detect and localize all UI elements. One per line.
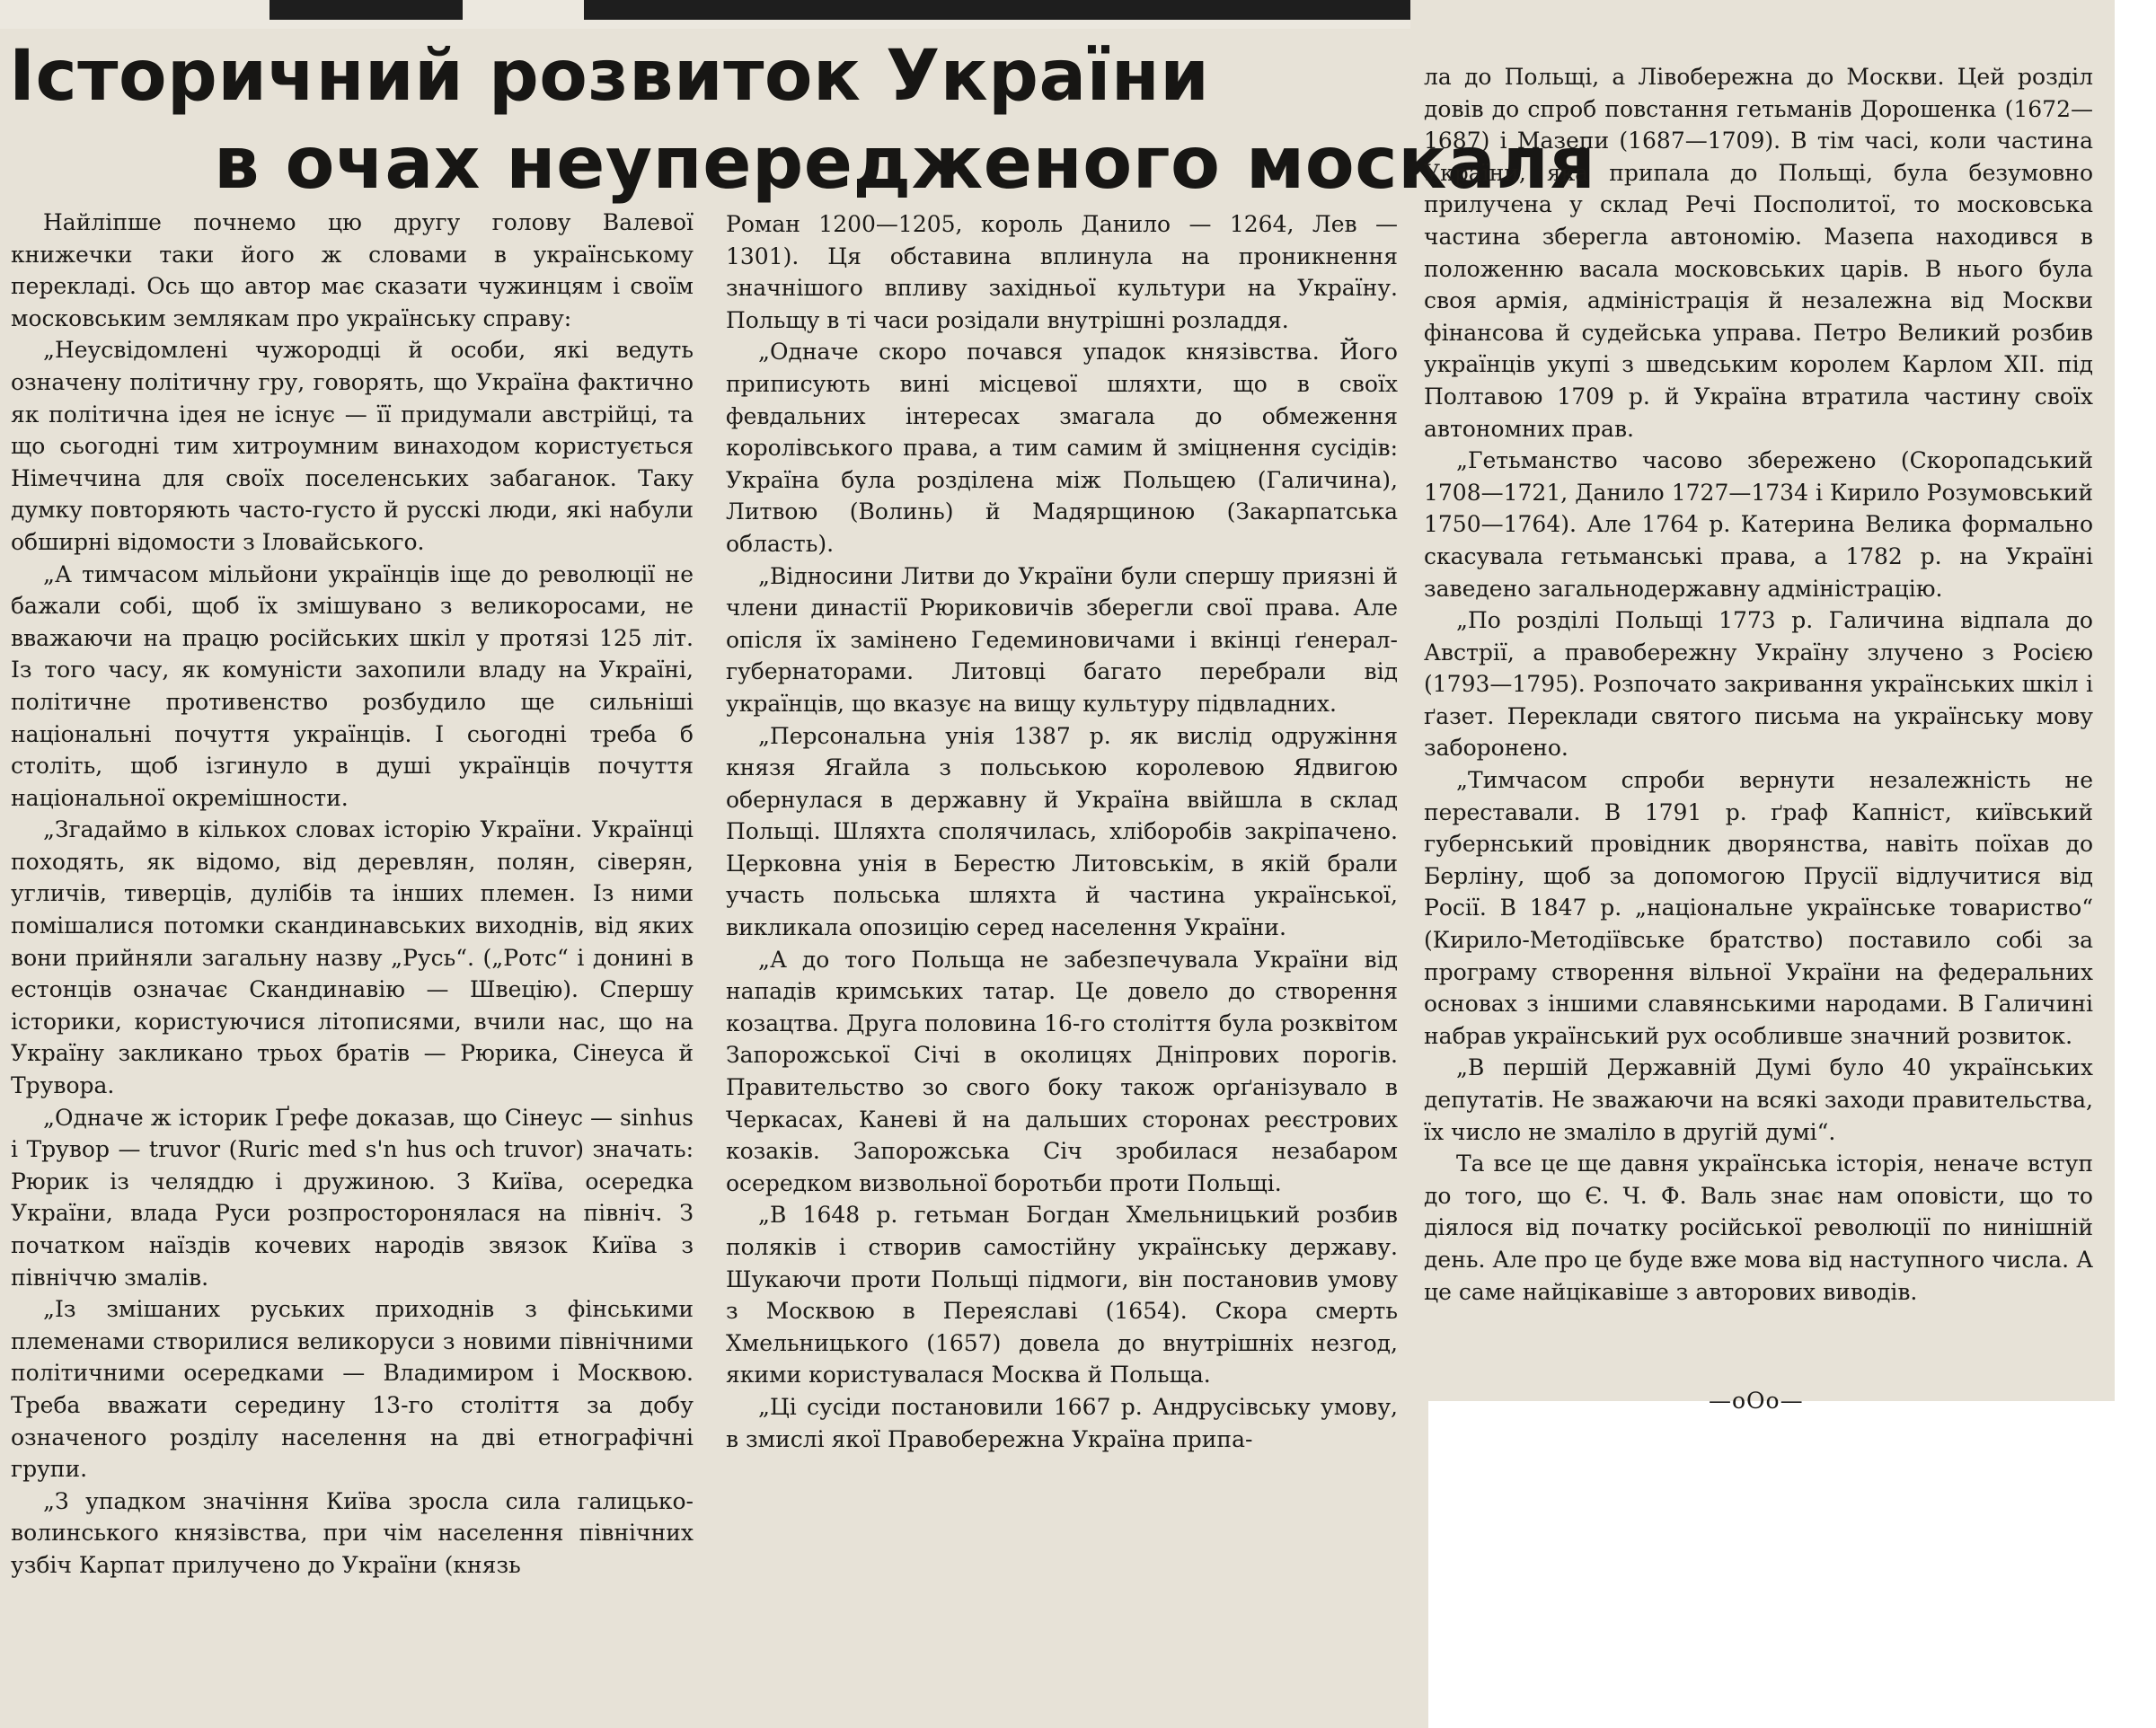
headline-line-1: Історичний розвиток України xyxy=(9,36,1210,117)
headline-line-2: в очах неупередженого москаля xyxy=(214,121,1596,205)
paragraph: „По розділі Польщі 1773 р. Галичина відпала до Австрії, а правобережну Україну злучено з Росією (1793—1795). Розпочато закривання українських шкіл і ґазет. Переклади святого письма на українську мову заборонено. xyxy=(1424,607,2093,762)
dark-strip xyxy=(270,0,463,20)
text-column-2 xyxy=(726,208,1398,1455)
paragraph: „Тимчасом спроби вернути незалежність не переставали. В 1791 р. ґраф Капніст, київський губернський провідник дворянства, навіть поїхав до Берліну, щоб за допомогою Прусії відлучитися від Росії. В 1847 р. „національне українське товариство“ (Кирило-Методіївське братство) поставило собі за програму створення вільної України на федеральних основах з іншими славянськими народами. В Галичині набрав український рух особливше значний розвиток. xyxy=(1424,767,2093,1049)
text-column-1 xyxy=(11,207,694,1582)
paragraph: „Відносини Литви до України були спершу приязні й члени династії Рюриковичів зберегли свої права. Але опісля їх замінено Гедеминовичами і вкінці ґенерал-губернаторами. Литовці багато перебрали від українців, що вказує на вищу культуру підвладних. xyxy=(726,562,1398,717)
end-mark: —оОо— xyxy=(1709,1388,1804,1414)
paragraph: „З упадком значіння Київа зросла сила галицько-волинського князівства, при чім населення північних узбіч Карпат прилучено до України (князь xyxy=(11,1487,694,1578)
paragraph: „Персональна унія 1387 р. як вислід одружіння князя Ягайла з польською королевою Ядвигою обернулася в державну й Україна ввійшла в склад Польщі. Шляхта сполячилась, хліборобів закріпачено. Церковна унія в Берестю Литовськім, в якій брали участь польська шляхта й частина української, викликала опозицію серед населення України. xyxy=(726,722,1398,941)
paragraph: „А тимчасом мільйони українців іще до революції не бажали собі, щоб їх змішувано з великоросами, не вважаючи на працю російських шкіл у протязі 125 літ. Із того часу, як комуністи захопили владу на Україні, політичне противенство розбудило ще сильніші національні почуття українців. І сьогодні треба б століть, щоб ізгинуло в душі українців почуття національної окремішности. xyxy=(11,560,694,811)
paragraph: „Ці сусіди постановили 1667 р. Андрусівську умову, в змислі якої Правобережна Україна припа- xyxy=(726,1393,1398,1452)
paragraph: ла до Польщі, а Лівобережна до Москви. Цей розділ довів до спроб повстання гетьманів Дорошенка (1672—1687) і Мазепи (1687—1709). В тім часі, коли частина України, яка припала до Польщі, була безумовно прилучена у склад Речі Посполитої, то московська частина зберегла автономію. Мазепа находився в положенню васала московських царів. В нього була своя армія, адміністрація й незалежна від Москви фінансова й судейська управа. Петро Великий розбив українців укупі з шведським королем Карлом XII. під Полтавою 1709 р. й Україна втратила частину своїх автономних прав. xyxy=(1424,64,2093,442)
previous-page-edge xyxy=(0,0,1410,29)
paragraph: Роман 1200—1205, король Данило — 1264, Лев — 1301). Ця обставина вплинула на проникнення значнішого впливу західньої культури на Україну. Польщу в ті часи розідали внутрішні розладдя. xyxy=(726,211,1398,333)
paragraph: „Неусвідомлені чужородці й особи, які ведуть означену політичну гру, говорять, що Україна фактично як політична ідея не існує — її придумали австрійці, та що сьогодні тим хитроумним винаходом користується Німеччина для своїх поселенських забаганок. Таку думку повторяють часто-густо й русскі люди, які набули обширні відомости з Іловайського. xyxy=(11,337,694,555)
dark-strip xyxy=(584,0,1410,20)
paragraph: „А до того Польща не забезпечувала України від нападів кримських татар. Це довело до створення козацтва. Друга половина 16-го століття була розквітом Запорожської Січі в околицях Дніпрових порогів. Правительство зо свого боку також орґанізувало в Черкасах, Каневі й на дальших сторонах реєстрових козаків. Запорожська Січ зробилася незабаром осередком визвольної боротьби проти Польщі. xyxy=(726,946,1398,1196)
text-column-3 xyxy=(1424,61,2093,1308)
paragraph: „В 1648 р. гетьман Богдан Хмельницький розбив поляків і створив самостійну українську державу. Шукаючи проти Польщі підмоги, він постановив умову з Москвою в Переяславі (1654). Скора смерть Хмельницького (1657) довела до внутрішніх незгод, якими користувалася Москва й Польща. xyxy=(726,1202,1398,1389)
paragraph: „Одначе ж історик Ґрефе доказав, що Сінеус — sinhus і Трувор — truvor (Ruric med s'n hus och truvor) значать: Рюрик із челяддю і дружиною. З Київа, осередка України, влада Руси розпросторонялася на північ. З початком наїздів кочевих народів звязок Київа з північчю змалів. xyxy=(11,1104,694,1291)
paragraph: „Із змішаних руських приходнів з фінськими племенами створилися великоруси з новими північними політичними осередками — Владимиром і Москвою. Треба вважати середину 13-го століття за добу означеного розділу населення на дві етнографічні групи. xyxy=(11,1296,694,1483)
paragraph: „Згадаймо в кількох словах історію України. Українці походять, як відомо, від деревлян, полян, сіверян, угличів, тиверців, дулібів та інших племен. Із ними помішалися потомки скандинавських виходнів, від яких вони прийняли загальну назву „Русь“. („Ротс“ і донині в естонців означає Скандинавію — Швецію). Спершу історики, користуючися літописями, вчили нас, що на Україну закликано трьох братів — Рюрика, Сінеуса й Трувора. xyxy=(11,816,694,1099)
paragraph: „Одначе скоро почався упадок князівства. Його приписують вині місцевої шляхти, що в своїх февдальних інтересах змагала до обмеження королівського права, а тим самим й зміцнення сусідів: Україна була розділена між Польщею (Галичина), Литвою (Волинь) й Мадярщиною (Закарпатська область). xyxy=(726,339,1398,557)
paragraph: „Гетьманство часово збережено (Скоропадський 1708—1721, Данило 1727—1734 і Кирило Розумовський 1750—1764). Але 1764 р. Катерина Велика формально скасувала гетьманські права, а 1782 р. на Україні заведено загальнодержавну адміністрацію. xyxy=(1424,447,2093,602)
paragraph: Найліпше почнемо цю другу голову Валевої книжечки таки його ж словами в українському перекладі. Ось що автор має сказати чужинцям і своїм московським землякам про українську справу: xyxy=(11,209,694,331)
paragraph: „В першій Державній Думі було 40 українських депутатів. Не зважаючи на всякі заходи правительства, їх число не змаліло в другій думі“. xyxy=(1424,1054,2093,1145)
paragraph: Та все це ще давня українська історія, неначе вступ до того, що Є. Ч. Ф. Валь знає нам оповісти, що то діялося від початку російської революції по нинішній день. Але про це буде вже мова від наступного числа. А це саме найцікавіше з авторових виводів. xyxy=(1424,1151,2093,1305)
